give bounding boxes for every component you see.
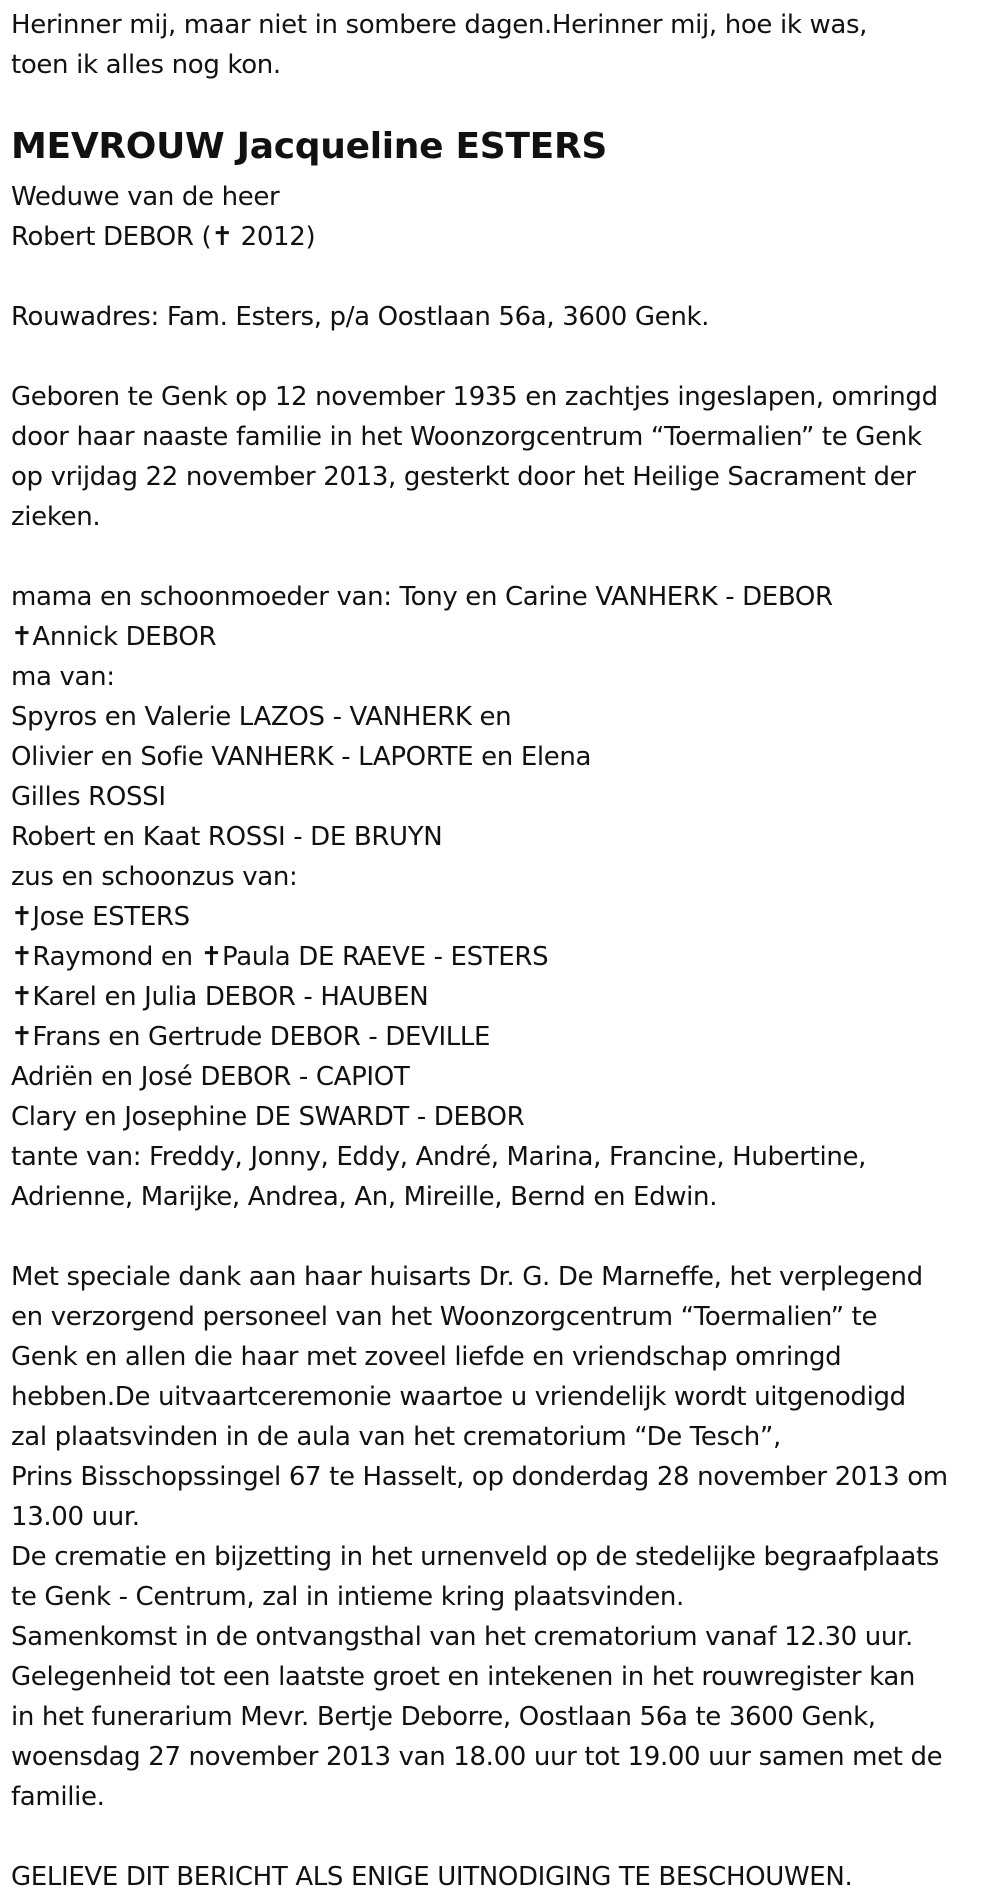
family-line: Gilles ROSSI: [11, 782, 166, 812]
paragraph-line: in het funerarium Mevr. Bertje Deborre, Oostlaan 56a te 3600 Genk,: [11, 1702, 876, 1732]
paragraph-line: en verzorgend personeel van het Woonzorgcentrum “Toermalien” te: [11, 1302, 878, 1332]
spacer: [11, 337, 1000, 377]
motto-line: Herinner mij, maar niet in sombere dagen.Herinner mij, hoe ik was,: [11, 10, 868, 40]
paragraph-line: Gelegenheid tot een laatste groet en intekenen in het rouwregister kan: [11, 1662, 916, 1692]
paragraph-line: De crematie en bijzetting in het urnenveld op de stedelijke begraafplaats: [11, 1542, 939, 1572]
paragraph-line: op vrijdag 22 november 2013, gesterkt door het Heilige Sacrament der: [11, 462, 916, 492]
paragraph-line: te Genk - Centrum, zal in intieme kring plaatsvinden.: [11, 1582, 684, 1612]
spacer: [11, 257, 1000, 297]
motto: [11, 5, 1000, 85]
widow-of-line: Weduwe van de heer: [11, 182, 280, 212]
paragraph-line: woensdag 27 november 2013 van 18.00 uur tot 19.00 uur samen met de: [11, 1742, 943, 1772]
widow-of: [11, 177, 1000, 257]
paragraph-line: zieken.: [11, 502, 101, 532]
paragraph-line: door haar naaste familie in het Woonzorgcentrum “Toermalien” te Genk: [11, 422, 922, 452]
spacer: [11, 537, 1000, 577]
paragraph-line: familie.: [11, 1782, 105, 1812]
paragraph-line: Geboren te Genk op 12 november 1935 en zachtjes ingeslapen, omringd: [11, 382, 938, 412]
paragraph-line: Samenkomst in de ontvangsthal van het crematorium vanaf 12.30 uur.: [11, 1622, 913, 1652]
family-line: ✝Annick DEBOR: [11, 622, 217, 652]
family-line: ma van:: [11, 662, 115, 692]
family-line: ✝Jose ESTERS: [11, 902, 190, 932]
paragraph-line: Genk en allen die haar met zoveel liefde en vriendschap omringd: [11, 1342, 842, 1372]
family-line: ✝Frans en Gertrude DEBOR - DEVILLE: [11, 1022, 491, 1052]
family-line: Spyros en Valerie LAZOS - VANHERK en: [11, 702, 512, 732]
family-line: mama en schoonmoeder van: Tony en Carine VANHERK - DEBOR: [11, 582, 833, 612]
paragraph-line: Met speciale dank aan haar huisarts Dr. G. De Marneffe, het verplegend: [11, 1262, 923, 1292]
widow-of-line: Robert DEBOR (✝ 2012): [11, 222, 316, 252]
deceased-name-title: MEVROUW Jacqueline ESTERS: [11, 126, 607, 167]
family-line: Adriën en José DEBOR - CAPIOT: [11, 1062, 410, 1092]
family-line: zus en schoonzus van:: [11, 862, 298, 892]
mourning-address: Rouwadres: Fam. Esters, p/a Oostlaan 56a, 3600 Genk.: [11, 302, 710, 332]
thanks-ceremony-paragraph: [11, 1257, 1000, 1817]
closing-notice: GELIEVE DIT BERICHT ALS ENIGE UITNODIGING TE BESCHOUWEN.: [11, 1862, 853, 1892]
motto-line: toen ik alles nog kon.: [11, 50, 281, 80]
spacer: [11, 1217, 1000, 1257]
paragraph-line: zal plaatsvinden in de aula van het crematorium “De Tesch”,: [11, 1422, 781, 1452]
paragraph-line: 13.00 uur.: [11, 1502, 140, 1532]
family-line: Adrienne, Marijke, Andrea, An, Mireille, Bernd en Edwin.: [11, 1182, 718, 1212]
family-line: Robert en Kaat ROSSI - DE BRUYN: [11, 822, 443, 852]
family-line: ✝Raymond en ✝Paula DE RAEVE - ESTERS: [11, 942, 549, 972]
birth-death-paragraph: [11, 377, 1000, 537]
paragraph-line: Prins Bisschopssingel 67 te Hasselt, op donderdag 28 november 2013 om: [11, 1462, 948, 1492]
family-list: [11, 577, 1000, 1217]
spacer: [11, 1817, 1000, 1857]
family-line: ✝Karel en Julia DEBOR - HAUBEN: [11, 982, 429, 1012]
family-line: Clary en Josephine DE SWARDT - DEBOR: [11, 1102, 525, 1132]
paragraph-line: hebben.De uitvaartceremonie waartoe u vriendelijk wordt uitgenodigd: [11, 1382, 906, 1412]
family-line: tante van: Freddy, Jonny, Eddy, André, Marina, Francine, Hubertine,: [11, 1142, 867, 1172]
family-line: Olivier en Sofie VANHERK - LAPORTE en Elena: [11, 742, 592, 772]
